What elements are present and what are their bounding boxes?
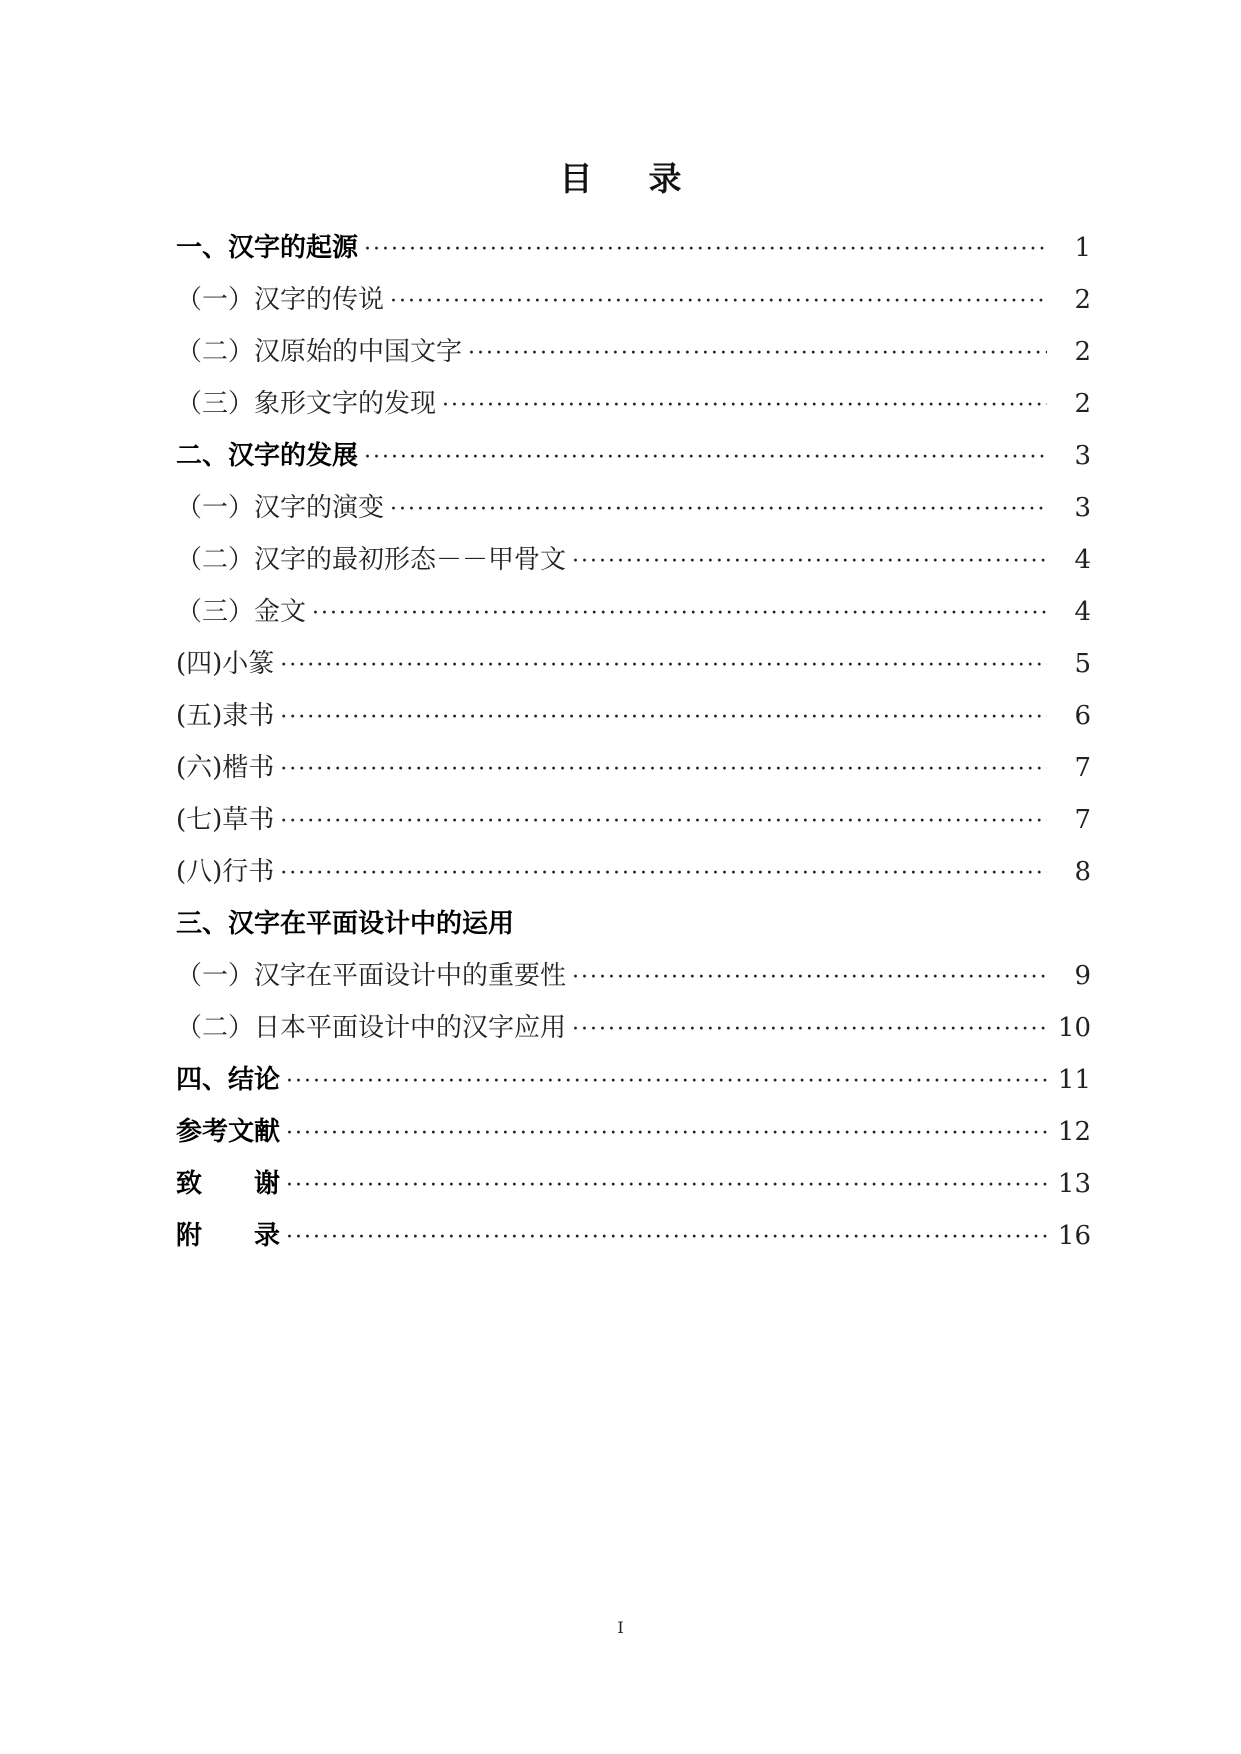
toc-entry[interactable] xyxy=(176,486,1091,538)
toc-entry-page-number: 11 xyxy=(1057,1065,1091,1095)
toc-entry-label: 四、结论 xyxy=(176,1065,281,1095)
toc-dot-leader xyxy=(468,332,1047,376)
toc-dot-leader xyxy=(286,1112,1047,1156)
toc-entry[interactable] xyxy=(176,850,1091,902)
toc-entry-label: （二）汉原始的中国文字 xyxy=(176,337,463,367)
toc-dot-leader xyxy=(286,1060,1047,1104)
toc-list xyxy=(176,226,1091,1266)
toc-entry[interactable] xyxy=(176,1058,1091,1110)
toc-entry-page-number: 12 xyxy=(1057,1117,1091,1147)
toc-entry-label: （三）象形文字的发现 xyxy=(176,389,437,419)
toc-dot-leader xyxy=(280,644,1047,688)
toc-entry-page-number: 7 xyxy=(1074,805,1091,835)
toc-entry-page-number: 2 xyxy=(1074,285,1091,315)
toc-entry[interactable] xyxy=(176,1006,1091,1058)
toc-entry-page-number: 16 xyxy=(1057,1221,1091,1251)
toc-entry-label: 一、汉字的起源 xyxy=(176,233,359,263)
toc-title xyxy=(0,155,1241,203)
toc-dot-leader xyxy=(280,852,1047,896)
toc-dot-leader xyxy=(364,436,1047,480)
toc-entry-label: （三）金文 xyxy=(176,597,307,627)
toc-entry-label: 三、汉字在平面设计中的运用 xyxy=(176,909,515,939)
toc-entry-label: （二）汉字的最初形态－－甲骨文 xyxy=(176,545,567,575)
toc-entry[interactable] xyxy=(176,226,1091,278)
toc-entry-page-number: 10 xyxy=(1057,1013,1091,1043)
toc-dot-leader xyxy=(364,228,1047,272)
toc-dot-leader xyxy=(280,696,1047,740)
toc-entry-page-number: 3 xyxy=(1074,493,1091,523)
toc-entry-page-number: 13 xyxy=(1057,1169,1091,1199)
toc-entry-label: （一）汉字的传说 xyxy=(176,285,385,315)
toc-entry[interactable] xyxy=(176,1110,1091,1162)
toc-entry-label: (六)楷书 xyxy=(176,753,275,783)
toc-entry-label: 参考文献 xyxy=(176,1117,281,1147)
toc-entry-label: （二）日本平面设计中的汉字应用 xyxy=(176,1013,567,1043)
toc-dot-leader xyxy=(572,1008,1047,1052)
toc-dot-leader xyxy=(390,280,1047,324)
toc-dot-leader xyxy=(572,956,1047,1000)
toc-entry-page-number: 8 xyxy=(1074,857,1091,887)
toc-entry-label: (五)隶书 xyxy=(176,701,275,731)
toc-entry-label: (七)草书 xyxy=(176,805,275,835)
toc-entry-label: (四)小篆 xyxy=(176,649,275,679)
toc-entry[interactable] xyxy=(176,746,1091,798)
toc-entry-page-number: 9 xyxy=(1074,961,1091,991)
toc-entry[interactable] xyxy=(176,590,1091,642)
toc-entry[interactable] xyxy=(176,538,1091,590)
toc-entry-page-number: 6 xyxy=(1074,701,1091,731)
toc-dot-leader xyxy=(442,384,1047,428)
toc-entry-label: 附 录 xyxy=(176,1221,281,1251)
toc-entry-label: 二、汉字的发展 xyxy=(176,441,359,471)
toc-entry[interactable] xyxy=(176,798,1091,850)
toc-title-part2: 录 xyxy=(648,159,682,198)
toc-entry-page-number: 4 xyxy=(1074,545,1091,575)
toc-entry[interactable] xyxy=(176,278,1091,330)
toc-entry-page-number: 5 xyxy=(1074,649,1091,679)
toc-dot-leader xyxy=(312,592,1047,636)
toc-entry[interactable] xyxy=(176,1162,1091,1214)
toc-dot-leader xyxy=(280,748,1047,792)
page-number: I xyxy=(617,1618,624,1637)
toc-dot-leader xyxy=(286,1216,1047,1260)
toc-entry-label: 致 谢 xyxy=(176,1169,281,1199)
toc-entry[interactable] xyxy=(176,642,1091,694)
toc-entry-page-number: 2 xyxy=(1074,389,1091,419)
toc-entry-page-number: 2 xyxy=(1074,337,1091,367)
toc-entry[interactable] xyxy=(176,1214,1091,1266)
toc-entry[interactable] xyxy=(176,434,1091,486)
toc-entry-page-number: 3 xyxy=(1074,441,1091,471)
toc-entry[interactable] xyxy=(176,902,1091,954)
toc-entry-page-number: 7 xyxy=(1074,753,1091,783)
toc-entry-page-number: 4 xyxy=(1074,597,1091,627)
toc-dot-leader xyxy=(572,540,1047,584)
toc-entry-label: （一）汉字在平面设计中的重要性 xyxy=(176,961,567,991)
toc-entry[interactable] xyxy=(176,382,1091,434)
toc-dot-leader xyxy=(280,800,1047,844)
toc-entry[interactable] xyxy=(176,694,1091,746)
toc-entry-label: （一）汉字的演变 xyxy=(176,493,385,523)
toc-entry[interactable] xyxy=(176,330,1091,382)
toc-dot-leader xyxy=(286,1164,1047,1208)
toc-title-part1: 目 xyxy=(559,159,593,198)
toc-entry-label: (八)行书 xyxy=(176,857,275,887)
toc-entry[interactable] xyxy=(176,954,1091,1006)
toc-dot-leader xyxy=(390,488,1047,532)
toc-entry-page-number: 1 xyxy=(1074,233,1091,263)
